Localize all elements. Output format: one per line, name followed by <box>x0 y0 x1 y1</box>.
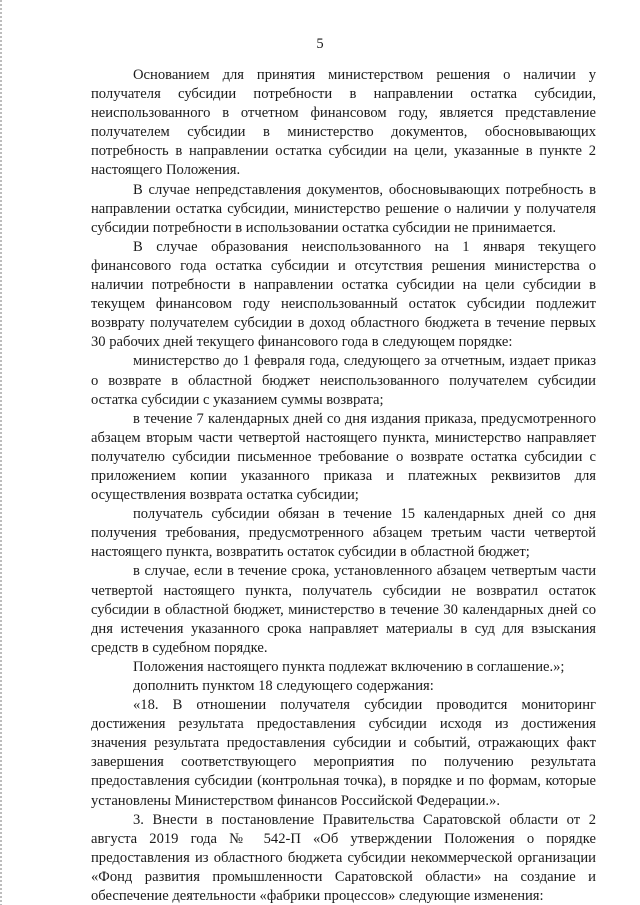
paragraph-ministry-order: министерство до 1 февраля года, следующего за отчетным, издает приказ о возврате в областной бюджет неиспользованного получателем субсидии остатка субсидии с указанием суммы возврата; <box>91 353 596 408</box>
paragraph-no-documents: В случае непредставления документов, обосновывающих потребность в направлении остатка субсидии, министерство решение о наличии у получателя субсидии потребности в использовании остатка субсидии не принимается. <box>91 181 596 236</box>
document-body <box>91 66 596 905</box>
paragraph-item-3-amendment: 3. Внести в постановление Правительства Саратовской области от 2 августа 2019 года № 542-П «Об утверждении Положения о порядке предоставления из областного бюджета субсидии некоммерческой организации «Фонд развития промышленности Саратовской области» на создание и обеспечение деятельности «фабрики процессов» следующие изменения: <box>91 811 596 905</box>
paragraph-written-demand: в течение 7 календарных дней со дня издания приказа, предусмотренного абзацем вторым части четвертой настоящего пункта, министерство направляет получателю субсидии письменное требование о возврате остатка субсидии с приложением копии указанного приказа и платежных реквизитов для осуществления возврата остатка субсидии; <box>91 410 596 504</box>
paragraph-court-recovery: в случае, если в течение срока, установленного абзацем четвертым части четвертой настоящего пункта, получатель субсидии не возвратил остаток субсидии в областной бюджет, министерство в течение 30 календарных дней со дня истечения указанного срока направляет материалы в суд для взыскания средств в судебном порядке. <box>91 563 596 656</box>
paragraph-add-item-18: дополнить пунктом 18 следующего содержания: <box>133 678 434 694</box>
paragraph-agreement-inclusion: Положения настоящего пункта подлежат включению в соглашение.»; <box>133 658 565 675</box>
paragraph-recipient-return: получатель субсидии обязан в течение 15 календарных дней со дня получения требования, предусмотренного абзацем третьим части четвертой настоящего пункта, возвратить остаток субсидии в областной бюджет; <box>91 506 596 561</box>
paragraph-unused-balance: В случае образования неиспользованного на 1 января текущего финансового года остатка субсидии и отсутствия решения министерства о наличии потребности в направлении остатка субсидии на цели субсидии в текущем финансовом году неиспользованный остаток субсидии подлежит возврату получателем субсидии в доход областного бюджета в течение первых 30 рабочих дней текущего финансового года в следующем порядке: <box>91 238 596 351</box>
page-number: 5 <box>316 36 324 52</box>
paragraph-item-18-monitoring: «18. В отношении получателя субсидии проводится мониторинг достижения результата предоставления субсидии исходя из достижения значения результата предоставления субсидии и событий, отражающих факт завершения соответствующего мероприятия по получению результата предоставления субсидии (контрольная точка), в порядке и по формам, которые установлены Министерством финансов Российской Федерации.». <box>91 697 596 809</box>
page-edge-border <box>0 0 2 905</box>
paragraph-decision-basis: Основанием для принятия министерством решения о наличии у получателя субсидии потребности в направлении остатка субсидии, неиспользованного в отчетном финансовом году, является представление получателем субсидии в министерство документов, обосновывающих потребность в направлении остатка субсидии на цели, указанные в пункте 2 настоящего Положения. <box>91 67 596 179</box>
